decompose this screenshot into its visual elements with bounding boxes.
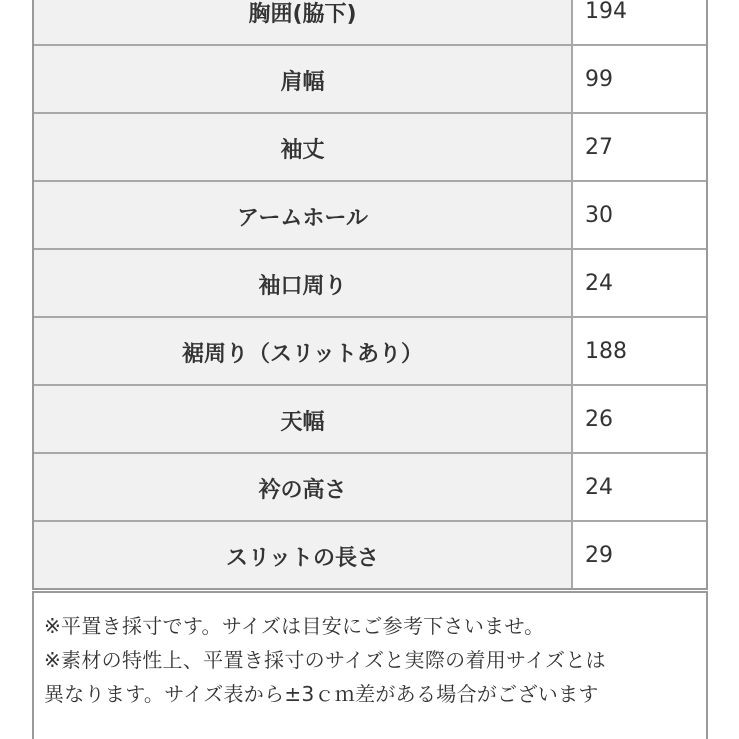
size-table bbox=[32, 0, 708, 590]
table-row bbox=[34, 520, 706, 588]
row-label: 裾周り（スリットあり） bbox=[34, 318, 573, 384]
row-value: 30 bbox=[573, 182, 706, 248]
table-row bbox=[34, 248, 706, 316]
row-value: 188 bbox=[573, 318, 706, 384]
row-value: 99 bbox=[573, 46, 706, 112]
row-label: 袖丈 bbox=[34, 114, 573, 180]
table-row bbox=[34, 44, 706, 112]
note-line: ※素材の特性上、平置き採寸のサイズと実際の着用サイズとは bbox=[44, 648, 606, 672]
row-label: 天幅 bbox=[34, 386, 573, 452]
note-line: 異なります。サイズ表から±3ｃｍ差がある場合がございます bbox=[44, 682, 599, 706]
row-value: 194 bbox=[573, 0, 706, 44]
row-value: 24 bbox=[573, 250, 706, 316]
row-label: 袖口周り bbox=[34, 250, 573, 316]
table-row bbox=[34, 384, 706, 452]
notes-box bbox=[32, 591, 708, 739]
table-row bbox=[34, 180, 706, 248]
row-label: 肩幅 bbox=[34, 46, 573, 112]
row-label: 胸囲(脇下) bbox=[34, 0, 573, 44]
row-label: アームホール bbox=[34, 182, 573, 248]
row-value: 27 bbox=[573, 114, 706, 180]
table-row bbox=[34, 452, 706, 520]
table-row bbox=[34, 316, 706, 384]
table-row bbox=[34, 112, 706, 180]
table-row bbox=[34, 0, 706, 44]
row-value: 24 bbox=[573, 454, 706, 520]
row-value: 29 bbox=[573, 522, 706, 588]
row-label: スリットの長さ bbox=[34, 522, 573, 588]
row-value: 26 bbox=[573, 386, 706, 452]
note-line: ※平置き採寸です。サイズは目安にご参考下さいませ。 bbox=[44, 614, 545, 638]
row-label: 衿の高さ bbox=[34, 454, 573, 520]
